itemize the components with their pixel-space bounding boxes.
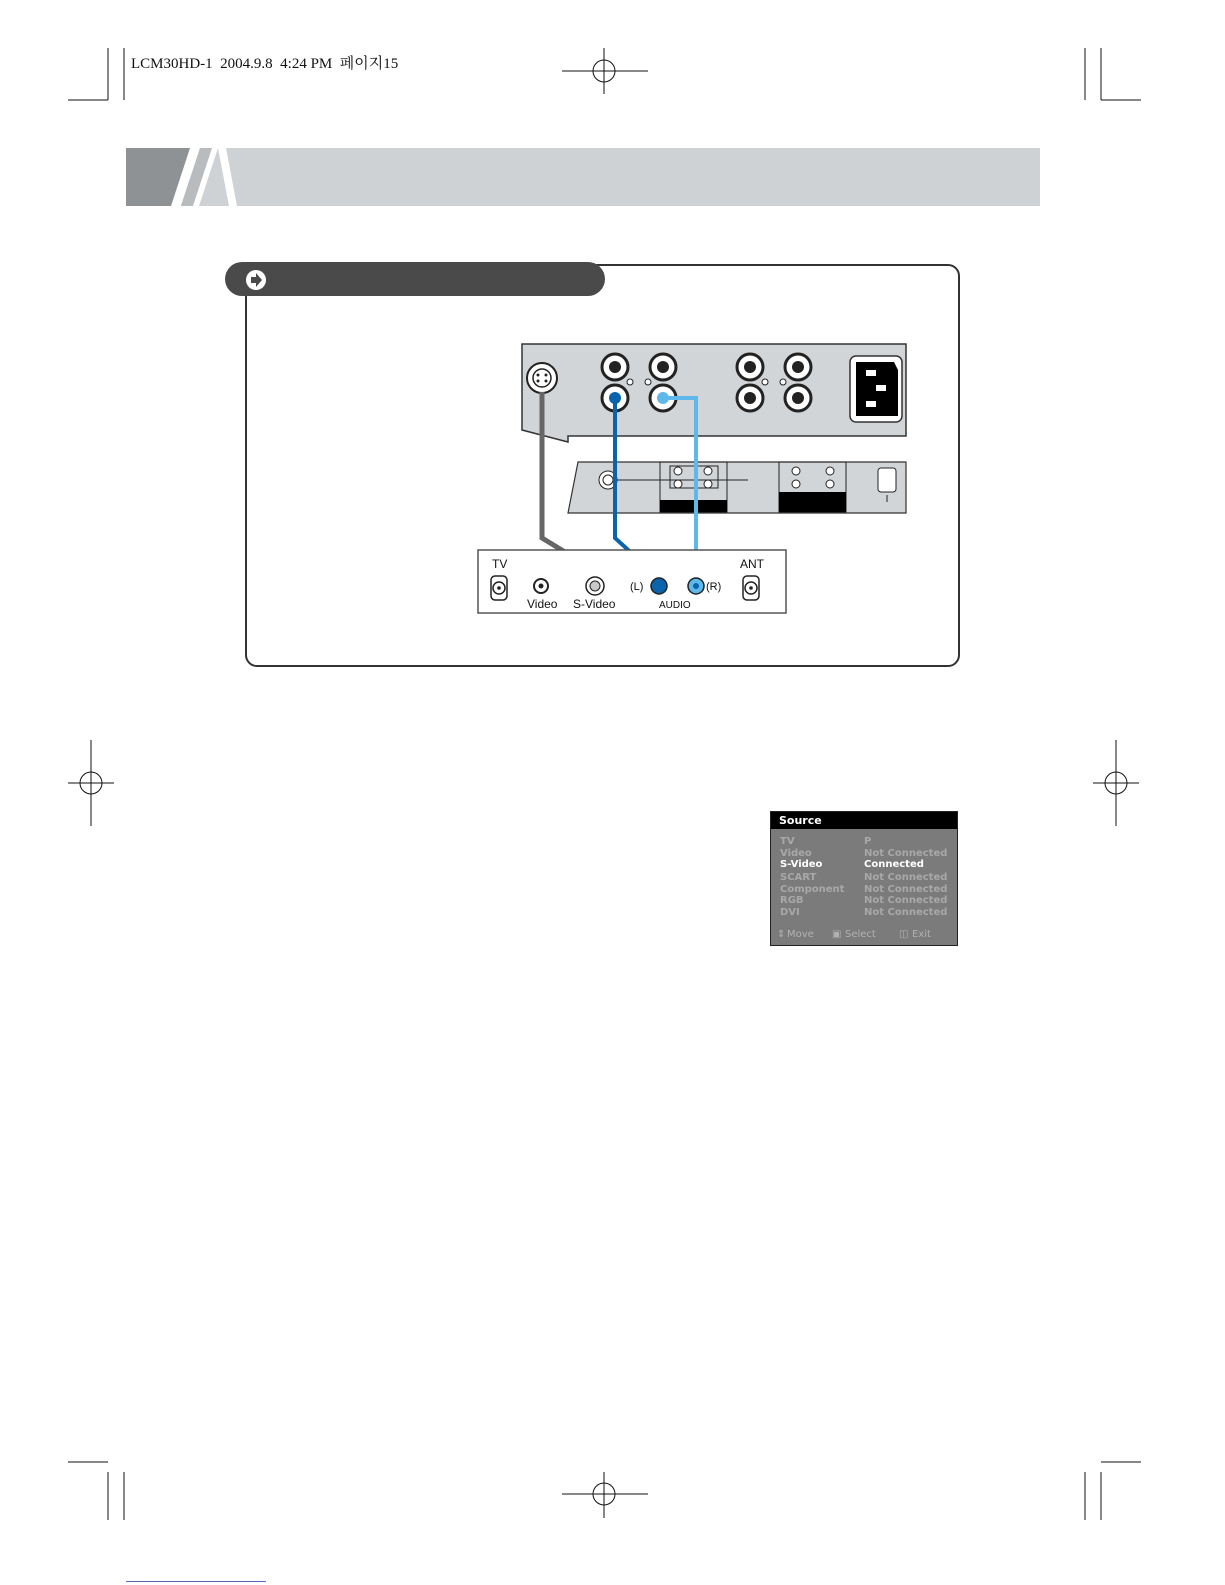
print-slug: LCM30HD-1 2004.9.8 4:24 PM 페이지15 xyxy=(131,56,399,72)
arrow-right-icon xyxy=(245,269,267,291)
panel-black-strip xyxy=(660,500,727,512)
bottom-rule xyxy=(126,1581,266,1582)
source-menu xyxy=(770,811,958,946)
source-menu-title: Source xyxy=(771,812,957,829)
connection-diagram xyxy=(470,330,940,630)
ant-connector xyxy=(743,576,759,600)
left-plug xyxy=(609,392,621,404)
ant-label: ANT xyxy=(740,557,764,571)
source-item-label: DVI xyxy=(780,907,800,918)
exit-hint: Exit xyxy=(912,929,931,940)
video-connector xyxy=(534,579,548,593)
audio-right-label: (R) xyxy=(706,581,722,593)
right-plug xyxy=(657,392,669,404)
source-item-status: Not Connected xyxy=(864,848,948,859)
audio-left-label: (L) xyxy=(630,581,644,593)
registration-mark xyxy=(562,1472,648,1518)
source-item-svideo[interactable] xyxy=(780,859,955,871)
enter-icon: ▣ xyxy=(832,929,842,940)
audio-label: AUDIO xyxy=(659,600,691,611)
source-item-rgb[interactable] xyxy=(780,895,955,907)
section-header-bar xyxy=(126,148,1040,206)
source-item-label: Video xyxy=(780,848,812,859)
move-hint: Move xyxy=(787,929,814,940)
source-item-label: RGB xyxy=(780,895,804,906)
exit-icon: ◫ xyxy=(899,929,909,940)
source-item-status: Not Connected xyxy=(864,884,948,895)
svideo-jack xyxy=(527,363,557,393)
source-item-status: Not Connected xyxy=(864,895,948,906)
registration-mark xyxy=(68,740,114,826)
source-item-scart[interactable] xyxy=(780,872,955,884)
source-item-tv[interactable] xyxy=(780,836,955,848)
panel-black-strip xyxy=(779,492,846,512)
back-panel-small xyxy=(568,462,906,513)
back-panel-enlarged xyxy=(522,344,906,442)
registration-mark xyxy=(1093,740,1139,826)
source-item-dvi[interactable] xyxy=(780,907,955,919)
audio-left-connector xyxy=(651,578,667,594)
svideo-label: S-Video xyxy=(573,597,616,611)
figure-title-tab xyxy=(225,262,605,296)
select-hint: Select xyxy=(845,929,876,940)
source-item-label: SCART xyxy=(780,872,817,883)
audio-right-connector xyxy=(688,578,704,594)
source-item-status: P xyxy=(864,836,872,847)
source-item-status: Not Connected xyxy=(864,872,948,883)
tv-label: TV xyxy=(492,557,508,571)
source-item-status: Connected xyxy=(864,859,924,870)
power-connector xyxy=(850,356,902,422)
source-item-label: TV xyxy=(780,836,795,847)
tv-connector xyxy=(491,576,507,600)
header-stripes xyxy=(126,148,1040,206)
source-item-status: Not Connected xyxy=(864,907,948,918)
video-label: Video xyxy=(527,597,558,611)
svideo-device-connector xyxy=(586,577,604,595)
up-down-icon: ⇕ xyxy=(777,929,786,940)
registration-mark xyxy=(562,48,648,94)
source-item-label: S-Video xyxy=(780,859,823,870)
source-item-label: Component xyxy=(780,884,845,895)
